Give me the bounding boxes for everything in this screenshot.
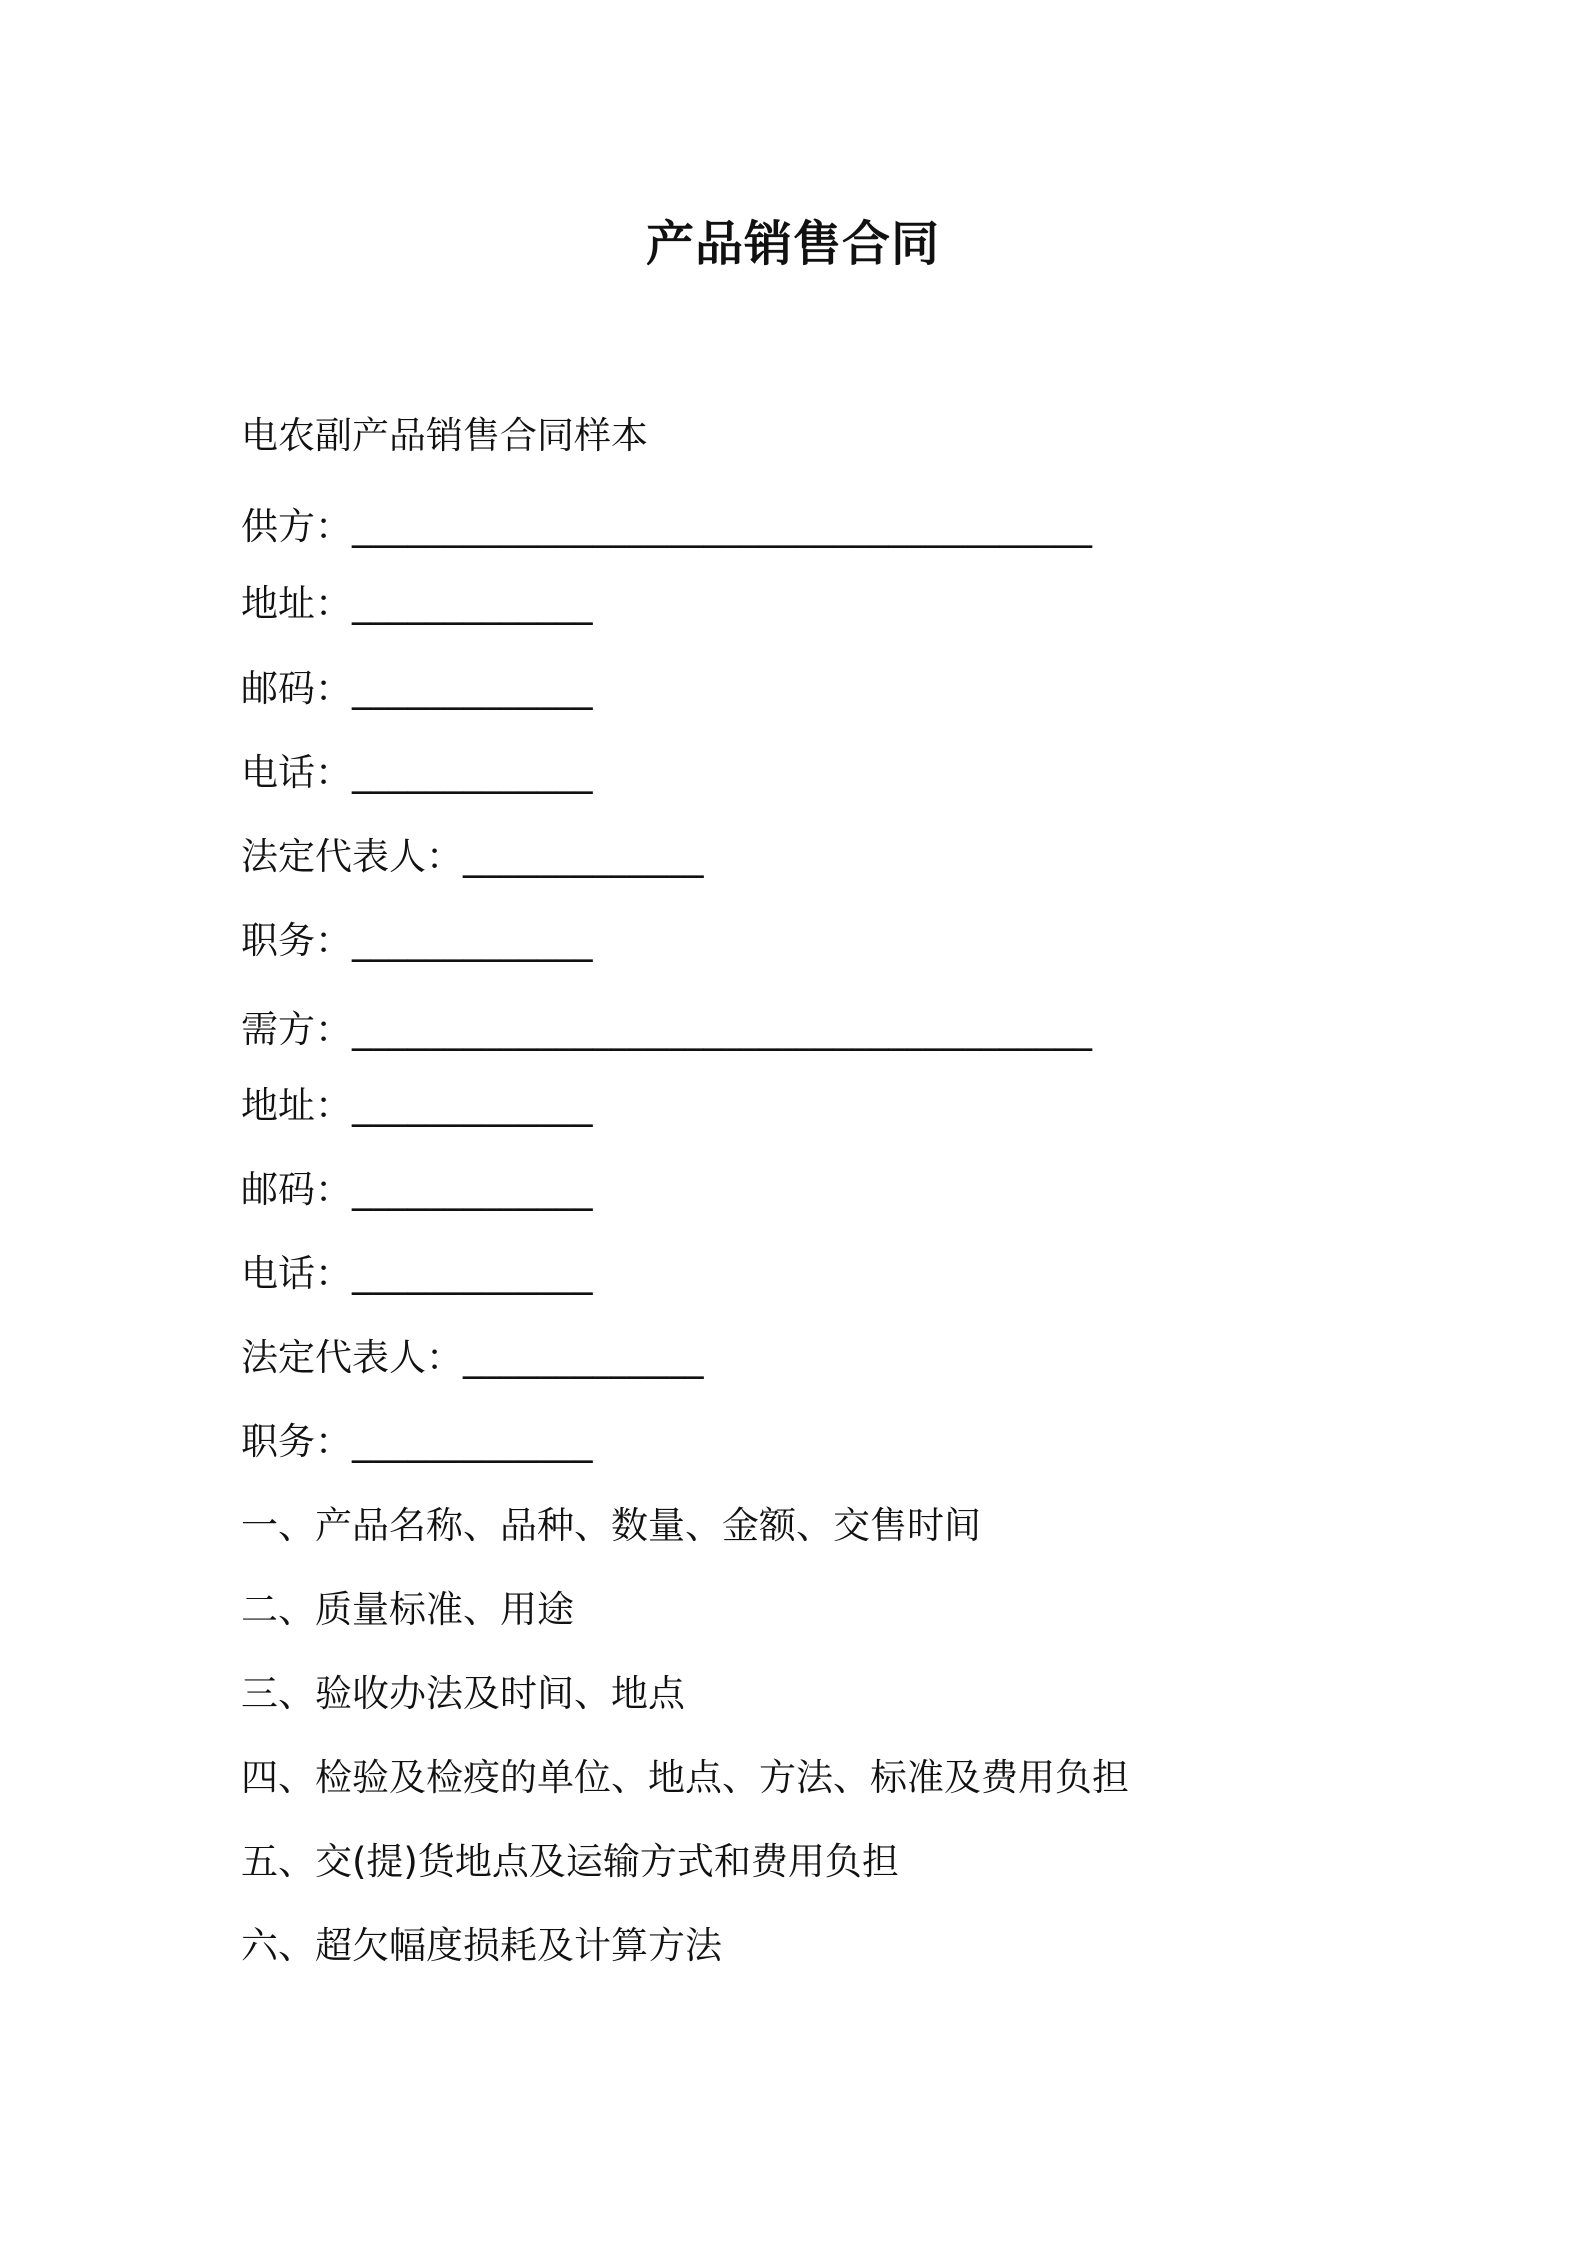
supplier-phone-line: 电话：_____________ xyxy=(241,751,593,794)
buyer-legal-rep-line: 法定代表人：_____________ xyxy=(241,1336,704,1379)
clause-3: 三、验收办法及时间、地点 xyxy=(241,1672,685,1715)
clause-4: 四、检验及检疫的单位、地点、方法、标准及费用负担 xyxy=(241,1756,1129,1799)
supplier-legal-rep-line: 法定代表人：_____________ xyxy=(241,835,704,878)
supplier-address-line: 地址：_____________ xyxy=(241,582,593,625)
buyer-position-line: 职务：_____________ xyxy=(241,1420,593,1463)
document-title: 产品销售合同 xyxy=(645,216,940,272)
clause-1: 一、产品名称、品种、数量、金额、交售时间 xyxy=(241,1504,981,1547)
buyer-postcode-line: 邮码：_____________ xyxy=(241,1168,593,1211)
supplier-party-line: 供方：________________________________________ xyxy=(241,505,1092,548)
clause-2: 二、质量标准、用途 xyxy=(241,1588,574,1631)
buyer-phone-line: 电话：_____________ xyxy=(241,1252,593,1295)
clause-6: 六、超欠幅度损耗及计算方法 xyxy=(241,1924,722,1967)
clause-5: 五、交(提)货地点及运输方式和费用负担 xyxy=(241,1840,899,1883)
document-subtitle: 电农副产品销售合同样本 xyxy=(241,414,648,457)
buyer-address-line: 地址：_____________ xyxy=(241,1084,593,1127)
supplier-postcode-line: 邮码：_____________ xyxy=(241,667,593,710)
supplier-position-line: 职务：_____________ xyxy=(241,919,593,962)
buyer-party-line: 需方：________________________________________ xyxy=(241,1008,1092,1051)
